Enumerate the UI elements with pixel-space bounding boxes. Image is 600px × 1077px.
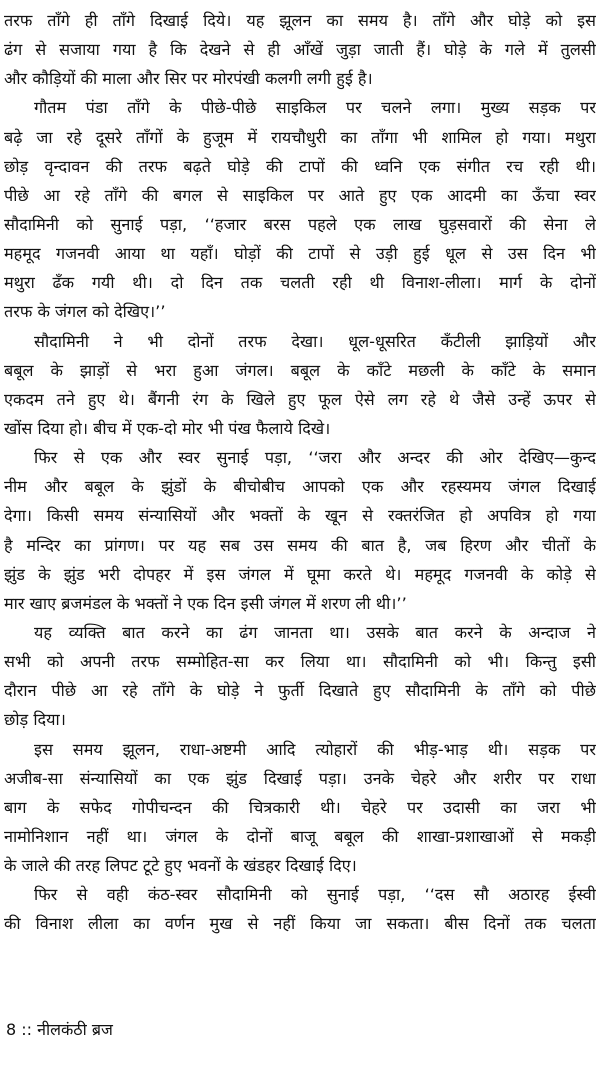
text-line: बढ़े जा रहे दूसरे ताँगों के हुजूम में रायचौधुरी का ताँगा भी शामिल हो गया। मथुरा [4,127,596,147]
paragraph-first-line: फिर से एक और स्वर सुनाई पड़ा, ‘‘जरा और अन्दर की ओर देखिए—कुन्द [34,448,596,468]
text-line: तरफ के जंगल को देखिए।’’ [4,302,166,322]
text-line: पीछे आ रहे ताँगे की बगल से साइकिल पर आते हुए एक आदमी का ऊँचा स्वर [4,185,596,205]
text-line: और कौड़ियों की माला और सिर पर मोरपंखी कलगी लगी हुई है। [4,69,373,89]
text-line: झुंड के झुंड भरी दोपहर में इस जंगल में घूमा करते थे। महमूद गजनवी के कोड़े से [4,564,596,584]
text-line: दौरान पीछे आ रहे ताँगे के घोड़े ने फुर्ती दिखाते हुए सौदामिनी के ताँगे को पीछे [4,681,596,701]
text-line: छोड़ दिया। [4,710,66,730]
text-line: सौदामिनी को सुनाई पड़ा, ‘‘हजार बरस पहले एक लाख घुड़सवारों की सेना ले [4,214,596,234]
text-line: के जाले की तरह लिपट टूटे हुए भवनों के खंडहर दिखाई दिए। [4,856,357,876]
text-line: की विनाश लीला का वर्णन मुख से नहीं किया जा सकता। बीस दिनों तक चलता [4,914,596,934]
text-line: खोंस दिया हो। बीच में एक-दो मोर भी पंख फैलाये दिखे। [4,418,331,438]
paragraph-first-line: यह व्यक्ति बात करने का ढंग जानता था। उसके बात करने के अन्दाज ने [34,622,596,642]
text-line: मथुरा ढँक गयी थी। दो दिन तक चलती रही थी विनाश-लीला। मार्ग के दोनों [4,273,596,293]
paragraph-first-line: गौतम पंडा ताँगे के पीछे-पीछे साइकिल पर चलने लगा। मुख्य सड़क पर [34,98,596,118]
text-line: सभी को अपनी तरफ सम्मोहित-सा कर लिया था। सौदामिनी को भी। किन्तु इसी [4,652,596,672]
text-line: नीम और बबूल के झुंडों के बीचोबीच आपको एक और रहस्यमय जंगल दिखाई [4,477,596,497]
text-line: नामोनिशान नहीं था। जंगल के दोनों बाजू बबूल की शाखा-प्रशाखाओं से मकड़ी [4,826,596,846]
body-text [4,6,596,939]
text-line: बबूल के झाड़ों से भरा हुआ जंगल। बबूल के काँटे मछली के काँटे के समान [4,360,596,380]
text-line: एकदम तने हुए थे। बैंगनी रंग के खिले हुए फूल ऐसे लग रहे थे जैसे उन्हें ऊपर से [4,389,596,409]
page-footer: 8 :: नीलकंठी ब्रज [6,1020,113,1039]
text-line: है मन्दिर का प्रांगण। पर यह सब उस समय की बात है, जब हिरण और चीतों के [4,535,596,555]
text-line: तरफ ताँगे ही ताँगे दिखाई दिये। यह झूलन का समय है। ताँगे और घोड़े को इस [4,11,596,30]
text-line: देगा। किसी समय संन्यासियों और भक्तों के खून से रक्तरंजित हो अपवित्र हो गया [4,506,596,526]
text-line: ढंग से सजाया गया है कि देखने से ही आँखें जुड़ा जाती हैं। घोड़े के गले में तुलसी [4,40,596,60]
text-line: मार खाए ब्रजमंडल के भक्तों ने एक दिन इसी जंगल में शरण ली थी।’’ [4,593,407,613]
text-line: महमूद गजनवी आया था यहाँ। घोड़ों की टापों से उड़ी हुई धूल से उस दिन भी [4,244,596,264]
text-line: छोड़ वृन्दावन की तरफ बढ़ते घोड़े की टापों की ध्वनि एक संगीत रच रही थी। [4,156,596,176]
paragraph-first-line: सौदामिनी ने भी दोनों तरफ देखा। धूल-धूसरित कँटीली झाड़ियों और [34,331,596,351]
text-line: अजीब-सा संन्यासियों का एक झुंड दिखाई पड़ा। उनके चेहरे और शरीर पर राधा [4,768,596,788]
paragraph-first-line: फिर से वही कंठ-स्वर सौदामिनी को सुनाई पड़ा, ‘‘दस सौ अठारह ईस्वी [34,885,596,905]
text-line: बाग के सफेद गोपीचन्दन की चित्रकारी थी। चेहरे पर उदासी का जरा भी [4,797,596,817]
paragraph-first-line: इस समय झूलन, राधा-अष्टमी आदि त्योहारों की भीड़-भाड़ थी। सड़क पर [34,739,596,759]
